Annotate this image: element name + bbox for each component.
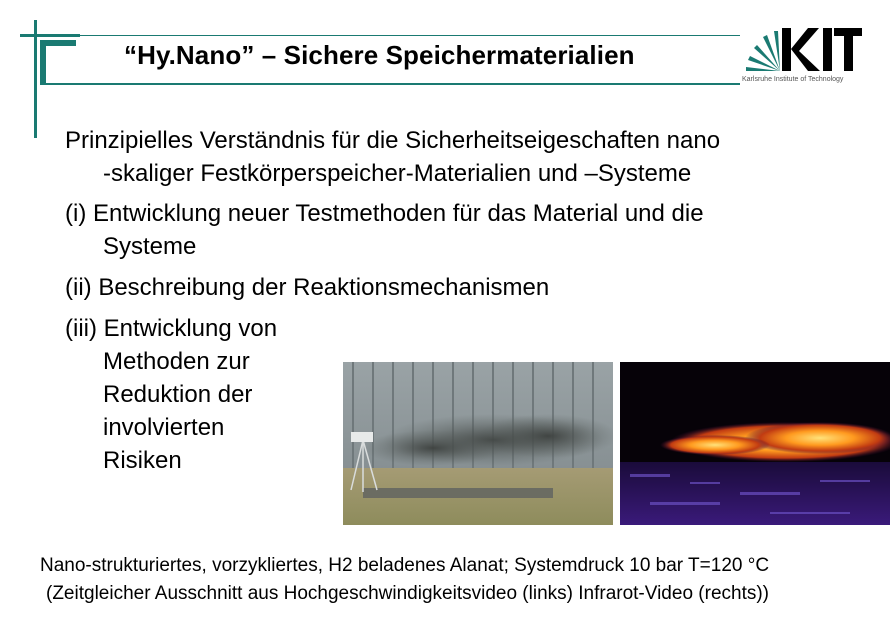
header-rule-bottom	[40, 83, 740, 85]
text-line-10: Risiken	[103, 447, 182, 474]
kit-logo-rays	[746, 31, 780, 71]
corner-vertical-line	[34, 20, 37, 138]
text-line-4: Systeme	[103, 233, 197, 260]
kit-logo	[740, 24, 864, 84]
corner-horizontal-line	[20, 34, 80, 37]
text-line-6: (iii) Entwicklung von	[65, 315, 278, 342]
text-line-9: involvierten	[103, 414, 225, 441]
kit-logo-letters	[782, 28, 862, 71]
slide-title: “Hy.Nano” – Sichere Speichermaterialien	[124, 40, 635, 70]
caption-line-1: Nano-strukturiertes, vorzykliertes, H2 beladenes Alanat; Systemdruck 10 bar T=120 °C	[40, 555, 770, 576]
text-line-3: (i) Entwicklung neuer Testmethoden für das Material und die	[65, 200, 704, 227]
infrared-video-image	[620, 362, 890, 525]
high-speed-video-image	[343, 362, 613, 525]
text-line-2: -skaliger Festkörperspeicher-Materialien und –Systeme	[103, 160, 692, 187]
kit-logo-tagline: Karlsruhe Institute of Technology	[742, 76, 844, 83]
corner-block-left	[40, 40, 46, 84]
text-line-7: Methoden zur	[103, 348, 250, 375]
header-rule-top	[80, 35, 740, 36]
text-line-1: Prinzipielles Verständnis für die Sicherheitseigeschaften nano	[65, 127, 721, 154]
text-line-5: (ii) Beschreibung der Reaktionsmechanismen	[65, 274, 550, 301]
text-line-8: Reduktion der	[103, 381, 253, 408]
caption-line-2: (Zeitgleicher Ausschnitt aus Hochgeschwindigkeitsvideo (links) Infrarot-Video (rechts))	[46, 583, 770, 604]
